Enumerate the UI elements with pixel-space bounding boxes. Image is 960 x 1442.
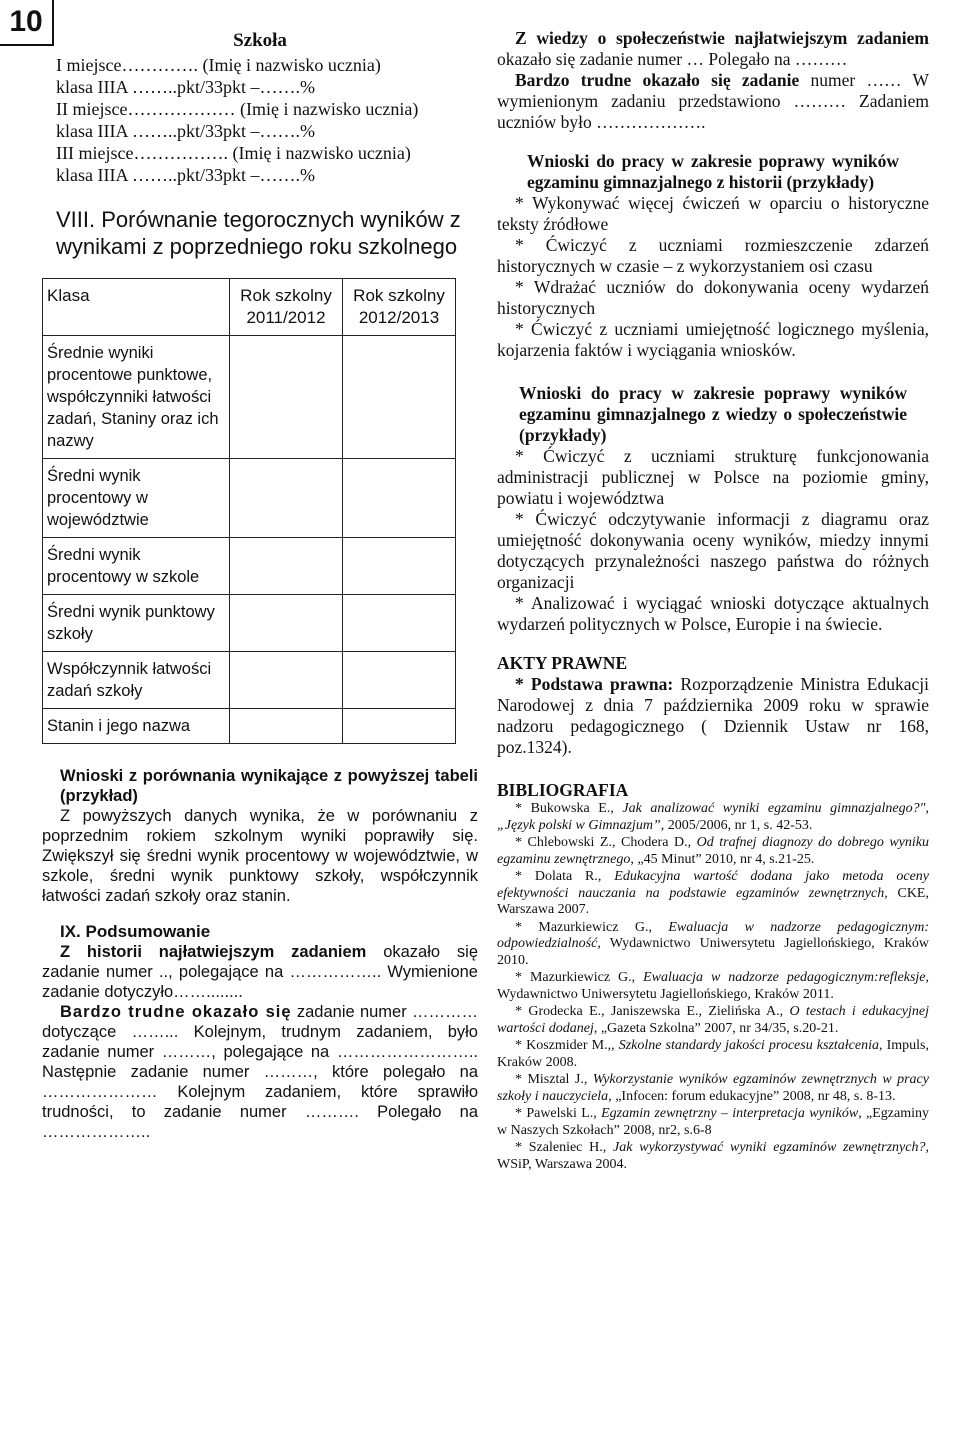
rank-line: I miejsce…………. (Imię i nazwisko ucznia) bbox=[56, 55, 381, 75]
bibliography-entry bbox=[497, 801, 929, 834]
summary-difficult-paragraph bbox=[42, 1002, 478, 1142]
bib-title: Ewaluacja w nadzorze pedagogicznym: odpowiedzialność bbox=[497, 919, 929, 951]
table-row bbox=[43, 595, 456, 652]
table-cell-2012-2013 bbox=[343, 336, 456, 459]
page-number: 10 bbox=[0, 0, 54, 46]
list-item: * Ćwiczyć z uczniami umiejętność logicznego myślenia, kojarzenia faktów i wyciągania wniosków. bbox=[497, 319, 929, 360]
summary-difficult-lead: Bardzo trudne okazało się bbox=[60, 1003, 292, 1021]
history-conclusions-title: Wnioski do pracy w zakresie poprawy wyników egzaminu gimnazjalnego z historii (przykłady) bbox=[527, 151, 899, 192]
table-row-label: Stanin i jego nazwa bbox=[43, 709, 230, 744]
bib-details: , „Egzaminy w Naszych Szkołach” 2008, nr2, s.6-8 bbox=[497, 1106, 929, 1138]
conclusions-title: Wnioski z porównania wynikające z powyższej tabeli (przykład) bbox=[60, 767, 478, 805]
society-difficult-paragraph bbox=[497, 70, 929, 133]
bibliography-entry bbox=[497, 1072, 929, 1105]
table-cell-2012-2013 bbox=[343, 538, 456, 595]
bib-title: O testach i edukacyjnej wartości dodanej bbox=[497, 1004, 929, 1036]
bib-title: Ewaluacja w nadzorze pedagogicznym:refleksje bbox=[643, 970, 926, 985]
table-cell-2011-2012 bbox=[230, 709, 343, 744]
bib-author: * Mazurkiewicz G., bbox=[515, 970, 644, 985]
bib-author: * Mazurkiewicz G., bbox=[515, 919, 669, 935]
section-8-title: VIII. Porównanie tegorocznych wyników z wynikami z poprzedniego roku szkolnego bbox=[56, 207, 461, 259]
bib-title: Jak analizować wyniki egzaminu gimnazjalnego?", „Język polski w Gimnazjum” bbox=[497, 801, 929, 833]
legal-acts-paragraph bbox=[497, 674, 929, 758]
bib-details: , „Gazeta Szkolna” 2007, nr 34/35, s.20-21. bbox=[593, 1020, 839, 1036]
table-row-label: Średni wynik punktowy szkoły bbox=[43, 595, 230, 652]
conclusions-text: Z powyższych danych wynika, że w porównaniu z poprzednim rokiem szkolnym wyniki poprawiły się. Zwiększył się średni wynik procentowy w województwie, w szkole, średni wynik punktowy szkoły, współczynnik łatwości zadań szkoły oraz stanin. bbox=[42, 807, 478, 905]
bib-details: , Impuls, Kraków 2008. bbox=[497, 1038, 929, 1070]
list-item: * Ćwiczyć odczytywanie informacji z diagramu oraz umiejętność dokonywania oceny wyników, miedzy innymi dotyczących przynależności naszego państwa do różnych organizacji bbox=[497, 509, 929, 592]
bib-author: * Chlebowski Z., Chodera D., bbox=[515, 835, 697, 850]
summary-history-text: okazało się zadanie numer .., polegające na …………….. Wymienione zadanie dotyczyło……........ bbox=[42, 943, 479, 1001]
bibliography-entry bbox=[497, 869, 929, 919]
bib-author: * Misztal J., bbox=[515, 1072, 593, 1087]
bib-title: Jak wykorzystywać wyniki egzaminów zewnętrznych? bbox=[613, 1140, 926, 1155]
table-row-label: Średni wynik procentowy w szkole bbox=[43, 538, 230, 595]
left-column bbox=[42, 28, 478, 1142]
comparison-table bbox=[42, 278, 456, 744]
list-item: * Ćwiczyć z uczniami rozmieszczenie zdarzeń historycznych w czasie – z wykorzystaniem osi czasu bbox=[497, 235, 929, 276]
bib-title: Od trafnej diagnozy do dobrego wyniku egzaminu zewnętrznego bbox=[497, 835, 929, 867]
bibliography-list bbox=[497, 801, 929, 1173]
table-row bbox=[43, 538, 456, 595]
legal-basis-text: Rozporządzenie Ministra Edukacji Narodowej z dnia 7 października 2009 roku w sprawie nadzoru pedagogicznego ( Dziennik Ustaw nr 168, poz.1324). bbox=[497, 674, 929, 757]
bibliography-entry bbox=[497, 970, 929, 1003]
table-row-label: Współczynnik łatwości zadań szkoły bbox=[43, 652, 230, 709]
bibliography-entry bbox=[497, 1106, 929, 1139]
history-conclusions-list bbox=[497, 193, 929, 361]
table-header-cell: Klasa bbox=[43, 279, 230, 336]
legal-basis-lead: * Podstawa prawna: bbox=[515, 674, 674, 694]
bibliography-entry bbox=[497, 835, 929, 868]
society-easiest-text: okazało się zadanie numer … Polegało na ……… bbox=[497, 49, 848, 69]
bib-title: Egzamin zewnętrzny – interpretacja wyników bbox=[601, 1106, 859, 1121]
table-cell-2012-2013 bbox=[343, 459, 456, 538]
right-column bbox=[497, 28, 929, 1174]
table-cell-2011-2012 bbox=[230, 595, 343, 652]
bibliography-title: BIBLIOGRAFIA bbox=[497, 780, 629, 800]
rank-list bbox=[42, 54, 478, 186]
table-cell-2011-2012 bbox=[230, 459, 343, 538]
table-row bbox=[43, 459, 456, 538]
society-conclusions-title: Wnioski do pracy w zakresie poprawy wyników egzaminu gimnazjalnego z wiedzy o społeczeństwie (przykłady) bbox=[519, 383, 907, 445]
bib-author: * Bukowska E., bbox=[515, 801, 623, 816]
summary-difficult-text: zadanie numer ………… dotyczące ……... Kolejnym, trudnym zadaniem, było zadanie numer ………, polegające na …………………….. Następnie zadanie numer ………, które polegało na ………………… Kolejnym zadaniem, które sprawiło trudności, to zadanie numer ………. Polegało na ……………….. bbox=[42, 1003, 478, 1141]
table-cell-2011-2012 bbox=[230, 336, 343, 459]
bib-title: Szkolne standardy jakości procesu kształcenia bbox=[618, 1038, 879, 1053]
bib-title: Wykorzystanie wyników egzaminów zewnętrznych w pracy szkoły i nauczyciela bbox=[497, 1072, 929, 1104]
society-conclusions-list bbox=[497, 446, 929, 635]
bib-details: , Wydawnictwo Uniwersytetu Jagiellońskiego, Kraków 2011. bbox=[497, 970, 929, 1002]
bib-details: , „45 Minut” 2010, nr 4, s.21-25. bbox=[630, 851, 815, 867]
bib-author: * Dolata R., bbox=[515, 869, 615, 884]
bib-title: Edukacyjna wartość dodana jako metoda oceny efektywności nauczania na podstawie egzaminów zewnętrznych bbox=[497, 869, 929, 901]
bib-author: * Szaleniec H., bbox=[515, 1140, 614, 1155]
table-header-cell: Rok szkolny 2011/2012 bbox=[230, 279, 343, 336]
list-item: * Ćwiczyć z uczniami strukturę funkcjonowania administracji publicznej w Polsce na poziomie gminy, powiatu i województwa bbox=[497, 446, 929, 508]
school-title: Szkoła bbox=[233, 30, 287, 51]
bib-details: , Wydawnictwo Uniwersytetu Jagiellońskiego, Kraków 2010. bbox=[497, 936, 929, 968]
bib-details: , 2005/2006, nr 1, s. 42-53. bbox=[660, 817, 813, 833]
list-item: * Wdrażać uczniów do dokonywania oceny wydarzeń historycznych bbox=[497, 277, 929, 318]
table-row-label: Średni wynik procentowy w województwie bbox=[43, 459, 230, 538]
bib-author: * Grodecka E., Janiszewska E., Zielińska A., bbox=[515, 1004, 790, 1019]
list-item: * Analizować i wyciągać wnioski dotyczące aktualnych wydarzeń politycznych w Polsce, Europie i na świecie. bbox=[497, 593, 929, 634]
rank-line: klasa IIIA ……..pkt/33pkt –…….% bbox=[56, 121, 315, 141]
rank-line: II miejsce……………… (Imię i nazwisko ucznia) bbox=[56, 99, 419, 119]
table-cell-2012-2013 bbox=[343, 709, 456, 744]
table-cell-2011-2012 bbox=[230, 652, 343, 709]
table-header-row bbox=[43, 279, 456, 336]
bibliography-entry bbox=[497, 1004, 929, 1037]
bibliography-entry bbox=[497, 1038, 929, 1071]
section-9-title: IX. Podsumowanie bbox=[60, 922, 211, 941]
table-row bbox=[43, 652, 456, 709]
summary-history-paragraph bbox=[42, 942, 478, 1002]
table-cell-2012-2013 bbox=[343, 652, 456, 709]
bib-details: , WSiP, Warszawa 2004. bbox=[497, 1140, 929, 1172]
rank-line: III miejsce……………. (Imię i nazwisko ucznia) bbox=[56, 143, 411, 163]
bibliography-entry bbox=[497, 1140, 929, 1173]
society-difficult-text: numer …… W wymienionym zadaniu przedstawiono ……… Zadaniem uczniów było ………………. bbox=[497, 70, 929, 132]
bibliography-entry bbox=[497, 920, 929, 970]
bib-details: , „Infocen: forum edukacyjne” 2008, nr 48, s. 8-13. bbox=[608, 1088, 896, 1104]
society-easiest-lead: Z wiedzy o społeczeństwie najłatwiejszym zadaniem bbox=[515, 28, 929, 48]
table-row bbox=[43, 709, 456, 744]
table-cell-2011-2012 bbox=[230, 538, 343, 595]
rank-line: klasa IIIA ……..pkt/33pkt –…….% bbox=[56, 165, 315, 185]
table-cell-2012-2013 bbox=[343, 595, 456, 652]
society-difficult-lead: Bardzo trudne okazało się zadanie bbox=[515, 70, 800, 90]
summary-history-lead: Z historii najłatwiejszym zadaniem bbox=[60, 943, 367, 961]
table-row-label: Średnie wyniki procentowe punktowe, współczynniki łatwości zadań, Staniny oraz ich nazwy bbox=[43, 336, 230, 459]
bib-details: , CKE, Warszawa 2007. bbox=[497, 885, 929, 917]
table-header-cell: Rok szkolny 2012/2013 bbox=[343, 279, 456, 336]
bib-author: * Pawelski L., bbox=[515, 1106, 602, 1121]
rank-line: klasa IIIA ……..pkt/33pkt –…….% bbox=[56, 77, 315, 97]
list-item: * Wykonywać więcej ćwiczeń w oparciu o historyczne teksty źródłowe bbox=[497, 193, 929, 234]
society-easiest-paragraph bbox=[497, 28, 929, 70]
bib-author: * Koszmider M.,, bbox=[515, 1038, 619, 1053]
legal-acts-title: AKTY PRAWNE bbox=[497, 653, 628, 673]
table-row bbox=[43, 336, 456, 459]
